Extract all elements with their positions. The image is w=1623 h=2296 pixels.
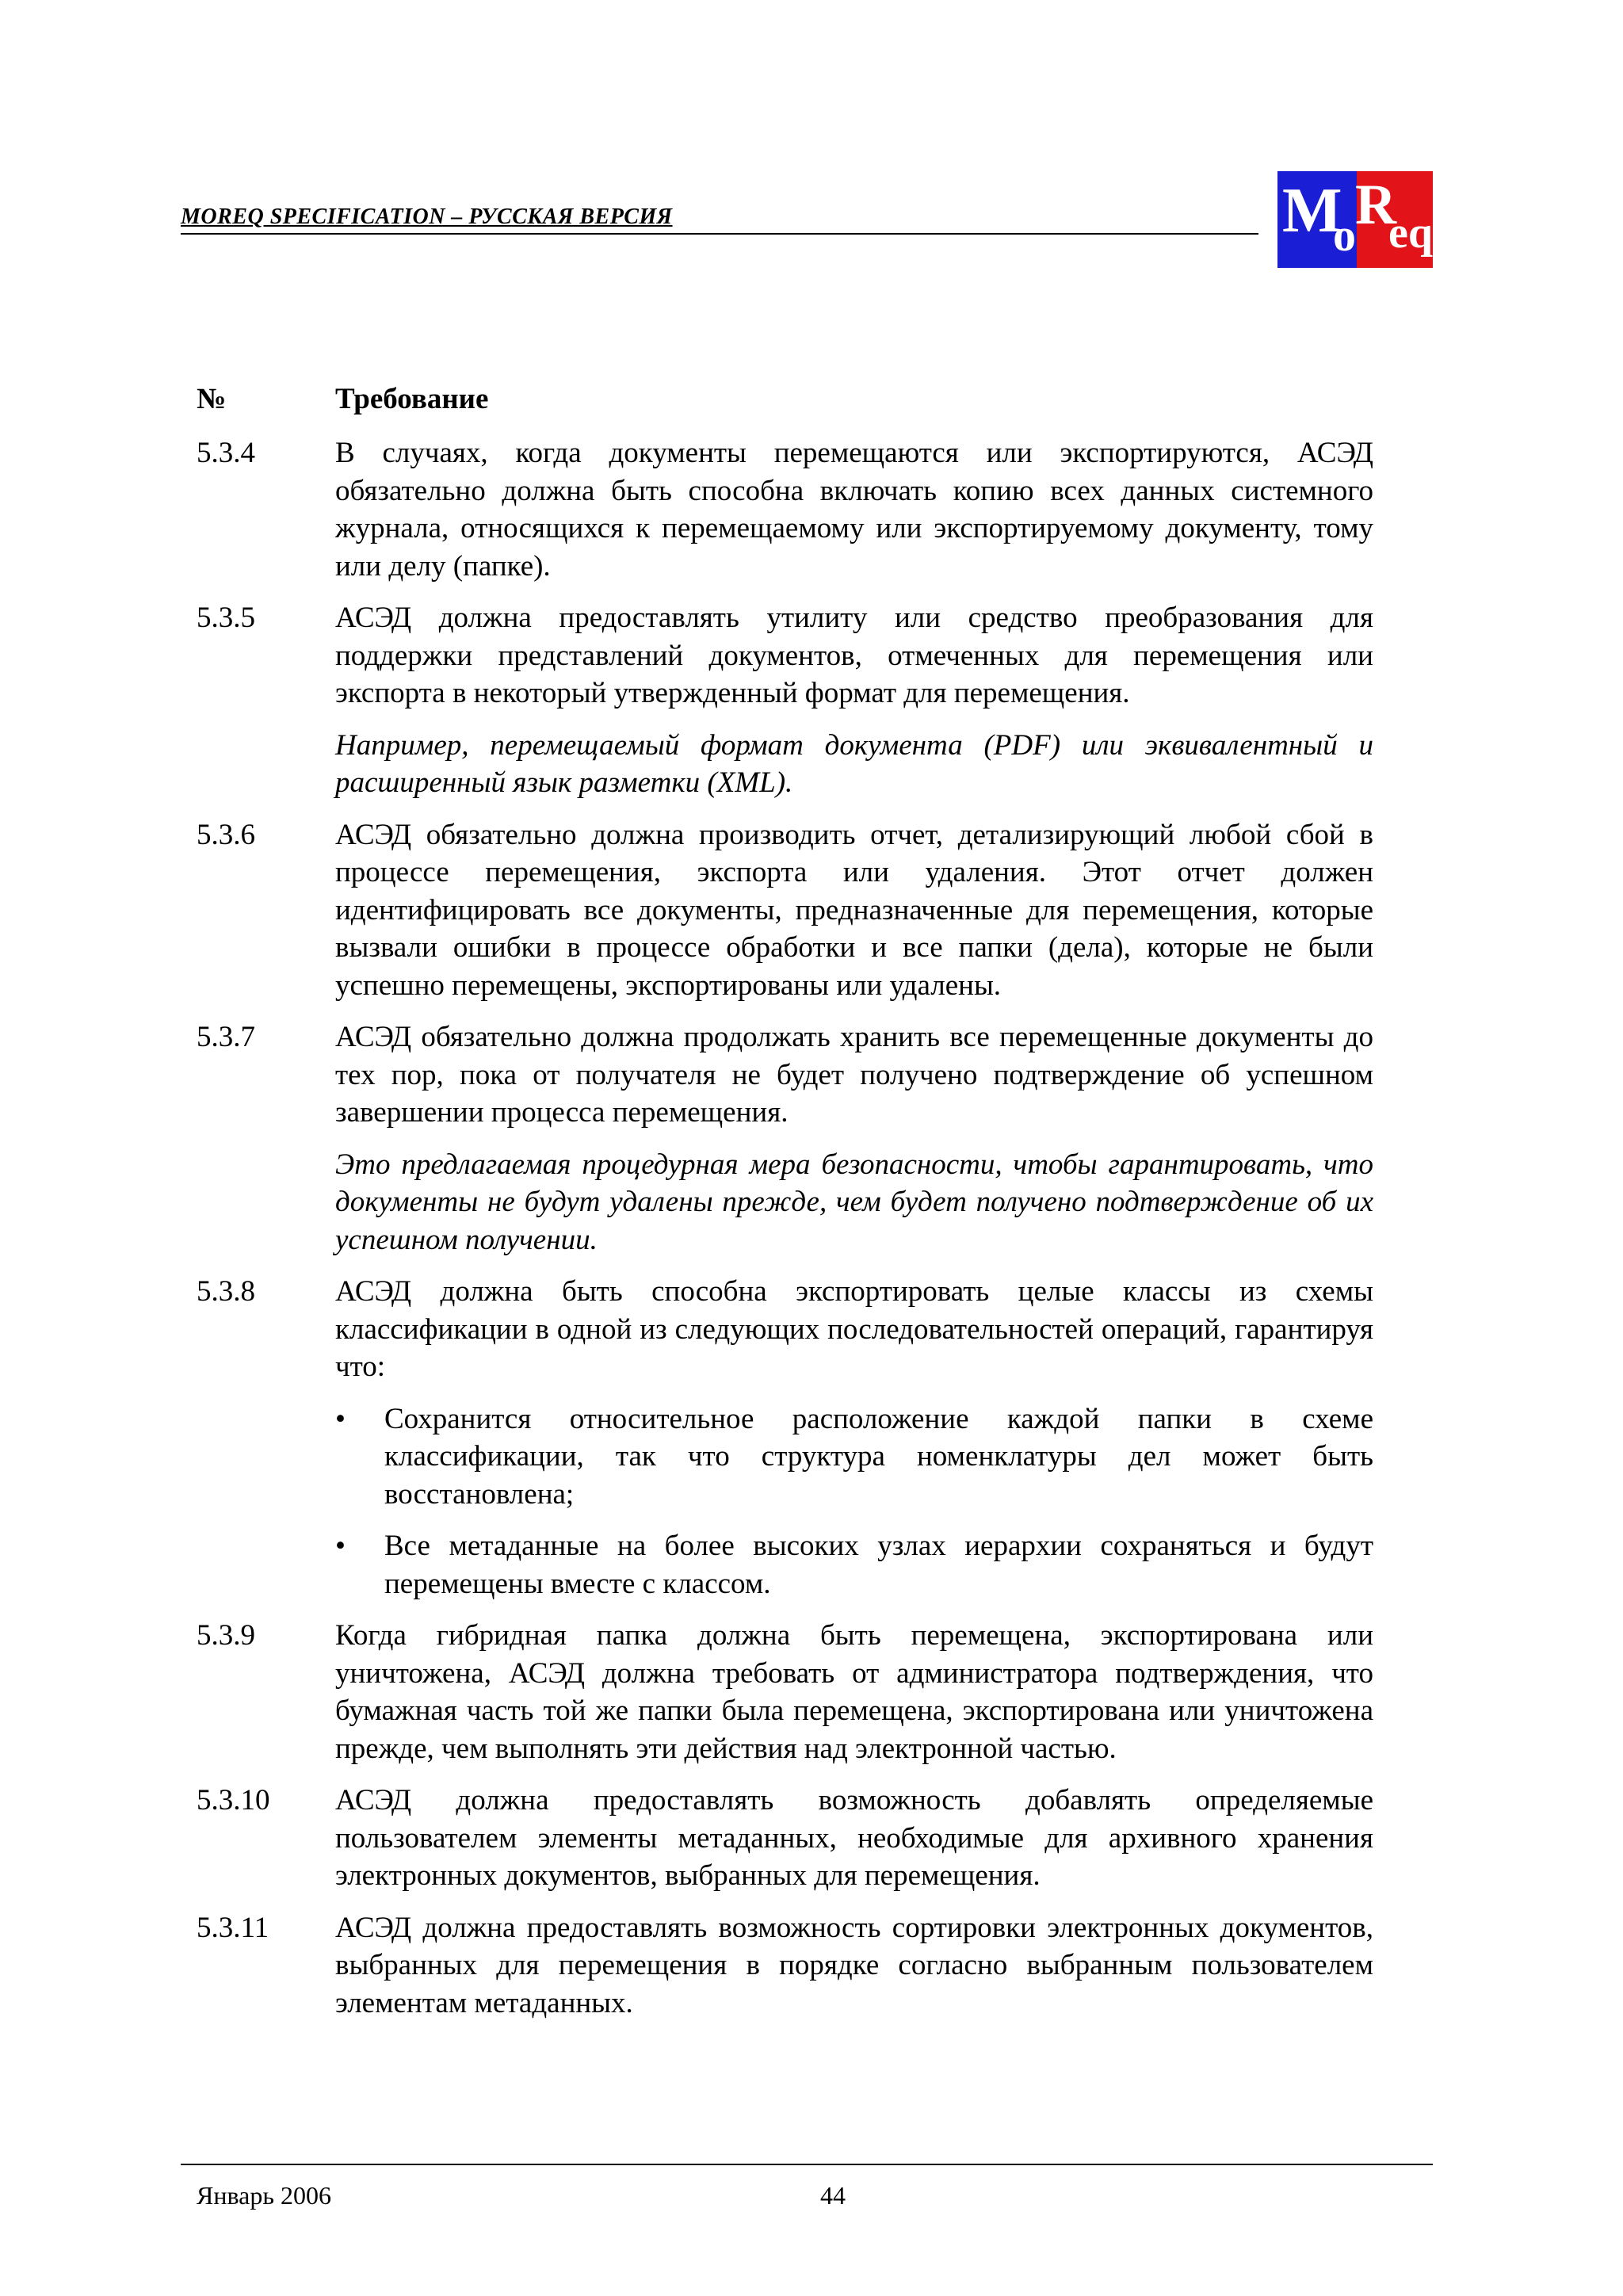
requirement-5-3-8 (0, 1273, 1623, 1603)
column-requirement-heading: Требование (335, 383, 489, 415)
list-item (335, 1400, 1373, 1514)
requirement-number: 5.3.7 (197, 1021, 255, 1053)
requirement-body (335, 1018, 1373, 1259)
requirement-number: 5.3.8 (197, 1275, 255, 1308)
requirement-5-3-11 (0, 1909, 1623, 2023)
moreq-logo (1277, 171, 1433, 268)
requirement-body (335, 1273, 1373, 1603)
requirement-body (335, 1909, 1373, 2023)
requirement-number: 5.3.9 (197, 1619, 255, 1652)
requirement-5-3-7 (0, 1018, 1623, 1259)
requirement-5-3-9 (0, 1617, 1623, 1767)
requirement-5-3-10 (0, 1782, 1623, 1895)
requirement-text: АСЭД должна быть способна экспортировать целые классы из схемы классификации в одной из следующих последовательностей операций, гарантируя что: (335, 1275, 1373, 1383)
page-header (181, 200, 1258, 235)
requirement-text: АСЭД обязательно должна производить отчет, детализирующий любой сбой в процессе перемещения, экспорта или удаления. Этот отчет должен идентифицировать все документы, предназначенные для перемещения, которые вызвали ошибки в процессе обработки и все папки (дела), которые не были успешно перемещены, экспортированы или удалены. (335, 818, 1373, 1002)
requirement-bullet-list (335, 1400, 1373, 1603)
footer-date: Январь 2006 (197, 2181, 331, 2210)
requirement-text: АСЭД должна предоставлять утилиту или средство преобразования для поддержки представлений документов, отмеченных для перемещения или экспорта в некоторый утвержденный формат для перемещения. (335, 602, 1373, 709)
requirement-body (335, 1617, 1373, 1767)
requirement-text: АСЭД должна предоставлять возможность добавлять определяемые пользователем элементы метаданных, необходимые для архивного хранения электронных документов, выбранных для перемещения. (335, 1784, 1373, 1892)
requirement-body (335, 599, 1373, 802)
logo-letters-eq: eq (1388, 208, 1433, 258)
requirement-5-3-4 (0, 434, 1623, 585)
list-item-text: Сохранится относительное расположение каждой папки в схеме классификации, так что структура номенклатуры дел может быть восстановлена; (384, 1402, 1373, 1511)
bullet-icon: • (335, 1402, 346, 1435)
header-title: MOREQ SPECIFICATION – РУССКАЯ ВЕРСИЯ (181, 204, 673, 229)
requirement-text: АСЭД обязательно должна продолжать хранить все перемещенные документы до тех пор, пока от получателя не будет получено подтверждение об успешном завершении процесса перемещения. (335, 1021, 1373, 1129)
requirement-number: 5.3.5 (197, 602, 255, 634)
requirement-number: 5.3.4 (197, 437, 255, 469)
requirement-note: Это предлагаемая процедурная мера безопасности, чтобы гарантировать, что документы не будут удалены прежде, чем будет получено подтверждение об их успешном получении. (335, 1148, 1373, 1256)
requirement-note: Например, перемещаемый формат документа (PDF) или эквивалентный и расширенный язык разметки (XML). (335, 728, 1373, 799)
requirement-body (335, 434, 1373, 585)
logo-letter-r: R (1355, 173, 1396, 236)
requirement-body (335, 816, 1373, 1005)
requirement-5-3-6 (0, 816, 1623, 1005)
list-item-text: Все метаданные на более высоких узлах иерархии сохраняться и будут перемещены вместе с классом. (384, 1530, 1373, 1600)
requirement-text: В случаях, когда документы перемещаются или экспортируются, АСЭД обязательно должна быть способна включать копию всех данных системного журнала, относящихся к перемещаемому или экспортируемому документу, тому или делу (папке). (335, 437, 1373, 583)
requirement-number: 5.3.11 (197, 1911, 269, 1944)
logo-letter-o: o (1333, 209, 1356, 261)
requirement-text: АСЭД должна предоставлять возможность сортировки электронных документов, выбранных для перемещения в порядке согласно выбранным пользователем элементам метаданных. (335, 1911, 1373, 2019)
requirement-5-3-5 (0, 599, 1623, 802)
footer-divider (181, 2164, 1433, 2165)
requirements-list (0, 434, 1623, 2036)
bullet-icon: • (335, 1530, 346, 1562)
requirement-body (335, 1782, 1373, 1895)
requirement-number: 5.3.6 (197, 818, 255, 851)
page-number: 44 (820, 2181, 846, 2210)
requirement-number: 5.3.10 (197, 1784, 270, 1817)
requirement-text: Когда гибридная папка должна быть перемещена, экспортирована или уничтожена, АСЭД должна требовать от администратора подтверждения, что бумажная часть той же папки была перемещена, экспортирована или уничтожена прежде, чем выполнять эти действия над электронной частью. (335, 1619, 1373, 1765)
list-item (335, 1527, 1373, 1603)
column-number-heading: № (197, 383, 227, 415)
logo-letter-m: M (1282, 176, 1342, 246)
